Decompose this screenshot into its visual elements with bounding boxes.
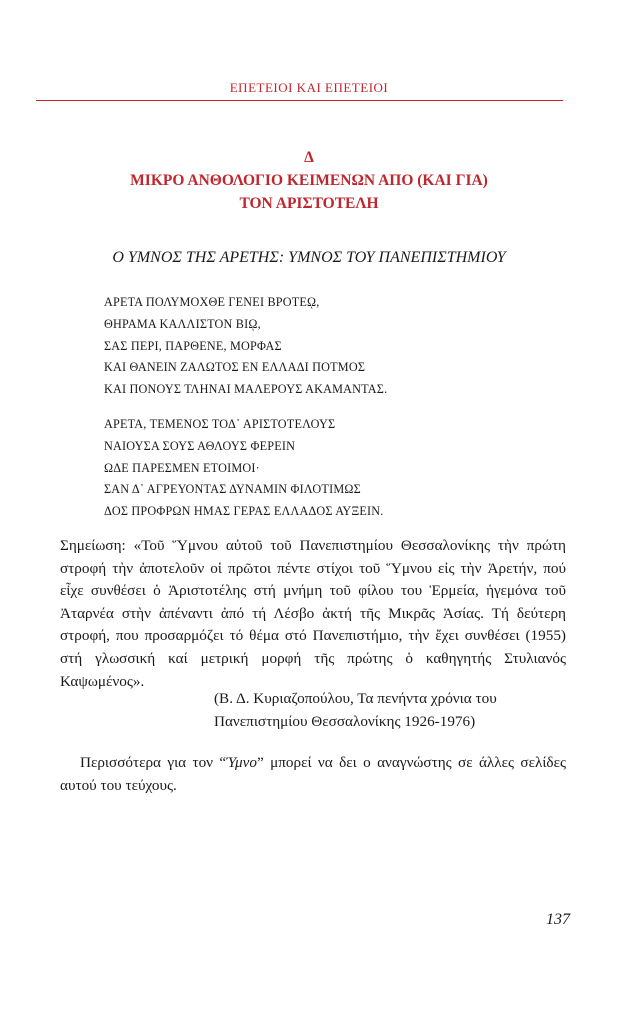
verse-line: ΑΡΕΤΑ, ΤΕΜΕΝΟΣ ΤΟΔ᾽ ΑΡΙΣΤΟΤΕΛΟΥΣ xyxy=(104,417,336,431)
further-reading-text-start: Περισσότερα για τον “ xyxy=(80,754,227,771)
header-rule xyxy=(36,100,563,101)
hymn-stanza-2 xyxy=(104,414,544,523)
verse-line: ΚΑΙ ΠΟΝΟΥΣ ΤΛΗΝΑΙ ΜΑΛΕΡΟΥΣ ΑΚΑΜΑΝΤΑΣ. xyxy=(104,382,388,397)
further-reading-text-end: ” μπορεί να δει ο αναγνώστης σε άλλες σελίδες αυτού του τεύχους. xyxy=(60,754,566,794)
running-header: ΕΠΕΤΕΙΟΙ ΚΑΙ ΕΠΕΤΕΙΟΙ xyxy=(229,80,389,95)
verse-line: ΩΔΕ ΠΑΡΕΣΜΕΝ ΕΤΟΙΜΟΙ· xyxy=(104,460,260,475)
verse-line: ΘΗΡΑΜΑ ΚΑΛΛΙΣΤΟΝ ΒΙῼ, xyxy=(104,316,261,331)
hymn-stanza-1 xyxy=(104,292,544,401)
citation xyxy=(214,688,574,733)
verse-line: ΚΑΙ ΘΑΝΕΙΝ ΖΑΛΩΤΟΣ ΕΝ ΕΛΛΑΔΙ ΠΟΤΜΟΣ xyxy=(104,360,366,375)
verse-line: ΣΑΝ Δ᾽ ΑΓΡΕΥΟΝΤΑΣ ΔΥΝΑΜΙΝ ΦΙΛΟΤΙΜΩΣ xyxy=(104,482,361,497)
citation-line-2: Πανεπιστημίου Θεσσαλονίκης 1926-1976) xyxy=(214,712,476,730)
note-paragraph: Σημείωση: «Τοῦ Ὕμνου αὐτοῦ τοῦ Πανεπιστημίου Θεσσαλονίκης τὴν πρώτη στροφή τὴν ἀποτελοῦν οἱ πρῶτοι πέντε στίχοι τοῦ Ὕμνου εἰς τὴν Ἀρετήν, πού εἶχε συνθέσει ὁ Ἀριστοτέλης στή μνήμη τοῦ φίλου του Ἑρμεία, ἡγεμόνα τοῦ Ἀταρνέα στὴν ἀπέναντι ἀπό τή Λέσβο ἀκτή τῆς Μικρᾶς Ἀσίας. Τή δεύτερη στροφή, που προσαρμόζει τό θέμα στό Πανεπιστήμιο, τὴν ἔχει συνθέσει (1955) στή γλωσσική καί μετρική μορφή τῆς πρώτης ὁ καθηγητής Στυλιανός Καψωμένος». xyxy=(60,537,566,690)
hymn-title: Ο ΥΜΝΟΣ ΤΗΣ ΑΡΕΤΗΣ: ΥΜΝΟΣ ΤΟΥ ΠΑΝΕΠΙΣΤΗΜΙΟΥ xyxy=(112,249,506,266)
section-letter: Δ xyxy=(304,149,314,166)
section-heading xyxy=(0,146,618,215)
verse-line: ΝΑΙΟΥΣΑ ΣΟΥΣ ΑΘΛΟΥΣ ΦΕΡΕΙΝ xyxy=(104,438,296,453)
citation-line-1: (Β. Δ. Κυριαζοπούλου, Τα πενήντα χρόνια του xyxy=(214,690,497,707)
verse-line: ΑΡΕΤΑ ΠΟΛΥΜΟΧΘΕ ΓΕΝΕΙ ΒΡΟΤΕῼ, xyxy=(104,295,320,309)
page-number: 137 xyxy=(546,911,570,928)
section-title-line-1: ΜΙΚΡΟ ΑΝΘΟΛΟΓΙΟ ΚΕΙΜΕΝΩΝ ΑΠΟ (ΚΑΙ ΓΙΑ) xyxy=(130,172,488,189)
further-reading-paragraph xyxy=(60,751,566,797)
verse-line: ΣΑΣ ΠΕΡΙ, ΠΑΡΘΕΝΕ, ΜΟΡΦΑΣ xyxy=(104,338,282,353)
verse-line: ΔΟΣ ΠΡΟΦΡΩΝ ΗΜΑΣ ΓΕΡΑΣ ΕΛΛΑΔΟΣ ΑΥΞΕΙΝ. xyxy=(104,504,384,519)
further-reading-italic-title: Ύμνο xyxy=(226,754,258,771)
section-title-line-2: ΤΟΝ ΑΡΙΣΤΟΤΕΛΗ xyxy=(239,195,379,212)
